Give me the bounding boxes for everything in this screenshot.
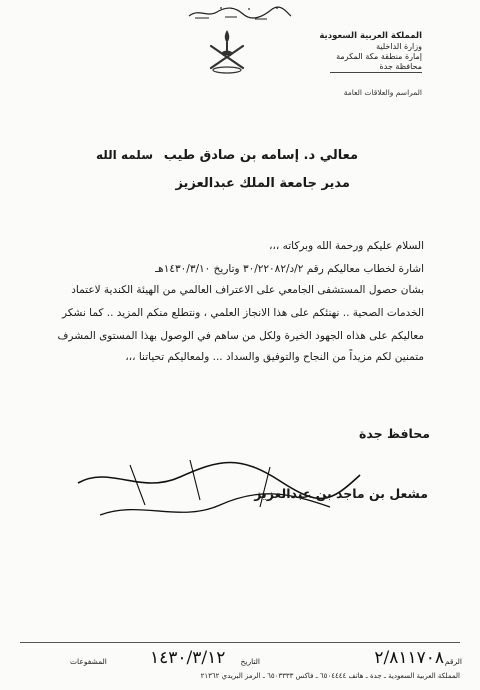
footer-divider (20, 642, 460, 643)
footer-attachments-label: المشفوعات (70, 657, 107, 666)
header-department: المراسم والعلاقات العامة (343, 88, 422, 97)
footer-ref-value: ٢/٨١١٧٠٨ (374, 648, 444, 668)
footer-date-value: ١٤٣٠/٣/١٢ (150, 648, 226, 668)
body-line: متمنين لكم مزيداً من النجاح والتوفيق والسداد ... ولمعاليكم تحياتنا ،،، (125, 351, 424, 363)
signatory-name: مشعل بن ماجد بن عبدالعزيز (254, 486, 428, 501)
body-line: الخدمات الصحية .. نهنئكم على هذا الانجاز العلمي ، ونتطلع منكم المزيد .. كما نشكر (61, 307, 424, 319)
header-divider (330, 72, 422, 73)
footer-date-label: التاريخ (240, 657, 260, 666)
header-governorate: محافظة جدة (379, 62, 422, 71)
header-region: إمارة منطقة مكة المكرمة (336, 52, 422, 61)
recipient-honorific: سلمه الله (96, 148, 153, 162)
footer-ref-label: الرقم (444, 657, 462, 666)
recipient-position: مدير جامعة الملك عبدالعزيز (175, 176, 350, 191)
header-ministry: وزارة الداخلية (376, 42, 422, 51)
header-kingdom: المملكة العربية السعودية (319, 31, 422, 41)
body-line: اشارة لخطاب معاليكم رقم ٢/د/٣٠/٢٢٠٨٢ وتاريخ ١٤٣٠/٣/١٠هـ (155, 263, 424, 275)
signatory-title: محافظ جدة (359, 426, 430, 441)
recipient-title: معالي د. إسامه بن صادق طيب (163, 148, 358, 163)
saudi-emblem-icon (205, 28, 249, 76)
footer-address: المملكة العربية السعودية ـ جدة ـ هاتف ٦٥٠٤٤٤٤ ـ فاكس ٦٥٠٣٣٣٣ ـ الرمز البريدي ٢١٣٦٢ (200, 672, 460, 680)
body-line: معاليكم على هذاه الجهود الخيرة ولكل من ساهم في الوصول بهذا المستوى المشرف (57, 330, 424, 342)
basmala-calligraphy (185, 4, 295, 22)
body-line: بشان حصول المستشفى الجامعي على الاعتراف العالمي من الهيئة الكندية لاعتماد (71, 284, 424, 296)
body-salutation: السلام عليكم ورحمة الله وبركاته ،،، (269, 240, 424, 252)
